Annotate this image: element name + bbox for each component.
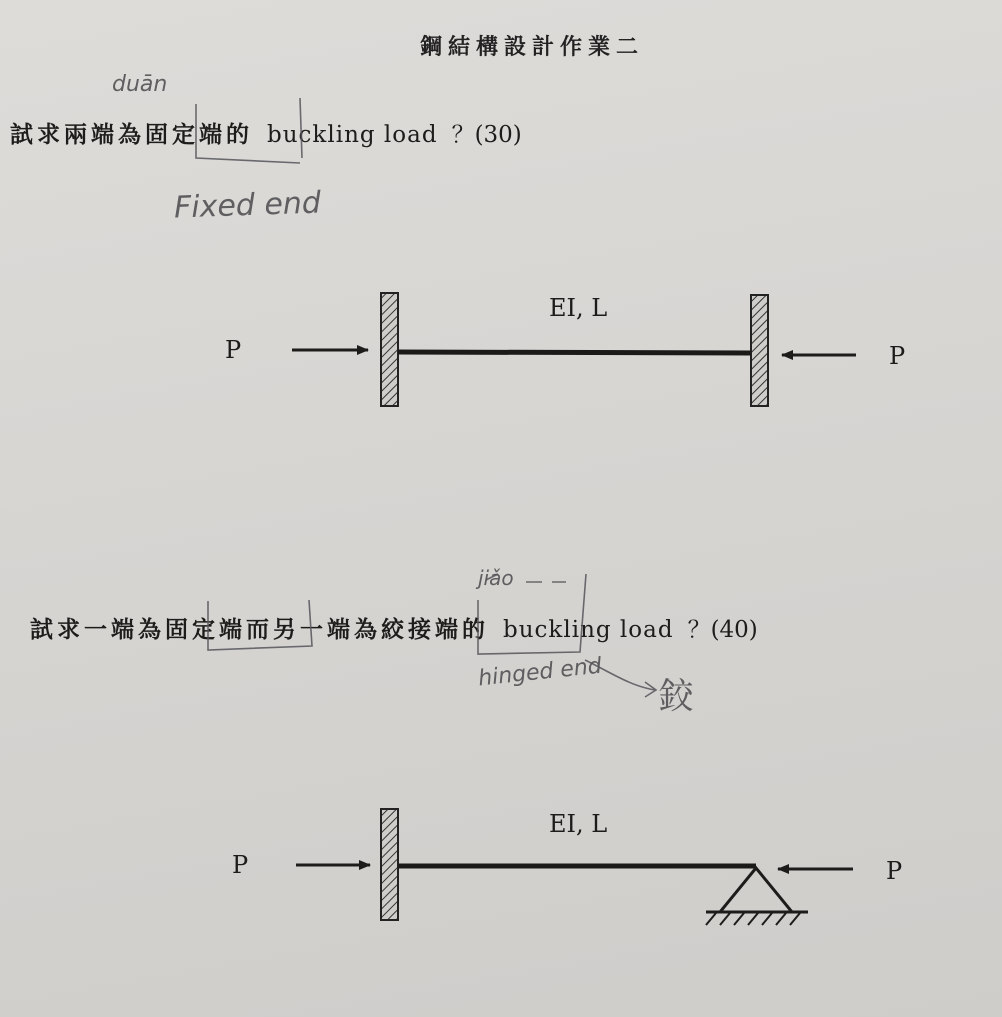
figure-2-load-right-label: P: [886, 857, 903, 885]
figure-2: [296, 809, 853, 925]
document-heading: 鋼結構設計作業二: [420, 34, 645, 60]
question-2-text-c: 的: [462, 616, 489, 643]
hw-arrow-hinged: [585, 660, 656, 697]
question-1-text-a: 試求兩端為: [10, 121, 145, 148]
question-1-buckling-load: buckling load: [267, 122, 438, 148]
question-2-buckling-load: buckling load: [503, 617, 674, 643]
question-2-boxed-hinged-end: 絞接端: [381, 616, 462, 643]
hw-box-fixed-end-q2: [208, 600, 312, 650]
figure-1-beam: [398, 352, 751, 353]
figure-1-left-fixed-support: [381, 293, 398, 406]
question-1-points: ？(30): [451, 122, 522, 148]
question-1-boxed-fixed-end: 固定端: [145, 121, 226, 148]
question-2-boxed-fixed-end: 固定端: [165, 616, 246, 643]
annotation-pinyin-jiao: jiǎo: [478, 566, 514, 590]
figure-2-beam-label: EI, L: [549, 810, 608, 838]
question-2-points: ？(40): [687, 617, 758, 643]
annotation-pinyin-duan: duān: [112, 72, 168, 97]
figure-2-left-fixed-support: [381, 809, 398, 920]
question-1-text-b: 的: [226, 121, 253, 148]
annotation-hinged-end: hinged end: [477, 653, 603, 692]
figure-1-load-right-label: P: [889, 342, 906, 370]
annotation-char-jiao: 鉸: [658, 676, 695, 717]
annotation-fixed-end: Fixed end: [173, 185, 322, 226]
hw-box-hinged-end-q2: [478, 574, 586, 654]
figure-1-beam-label: EI, L: [549, 294, 608, 322]
figure-1: [292, 293, 856, 406]
figure-1-load-left-label: P: [225, 336, 242, 364]
figure-1-right-fixed-support: [751, 295, 768, 406]
hw-box-fixed-end-q1: [196, 98, 302, 163]
question-2-text-b: 而另一端為: [246, 616, 381, 643]
question-2-text-a: 試求一端為: [30, 616, 165, 643]
figure-2-load-left-label: P: [232, 851, 249, 879]
figure-2-pinned-support: [706, 868, 808, 925]
